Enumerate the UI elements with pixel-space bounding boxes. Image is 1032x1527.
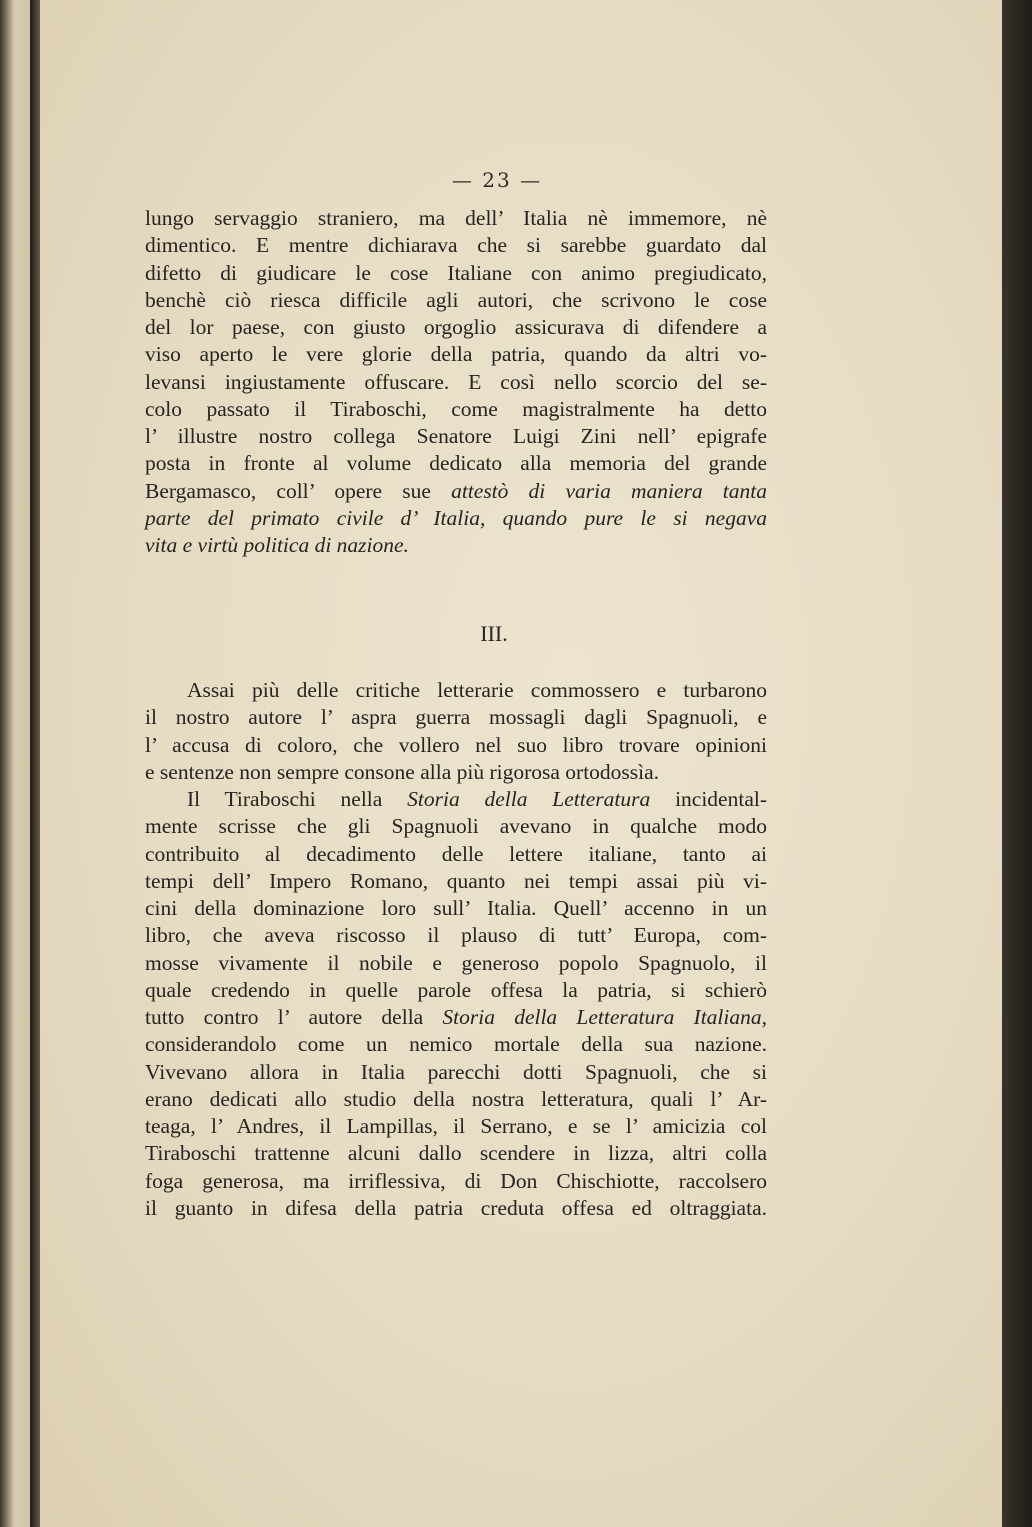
text-line: l’ accusa di coloro, che vollero nel suo libro trovare opinioni bbox=[145, 732, 767, 757]
text-line-mixed bbox=[145, 1004, 767, 1031]
section-body bbox=[145, 677, 767, 1222]
text-line: tempi dell’ Impero Romano, quanto nei tempi assai più vi- bbox=[145, 868, 767, 893]
text-line: contribuito al decadimento delle lettere italiane, tanto ai bbox=[145, 841, 767, 866]
text-line: Tiraboschi trattenne alcuni dallo scendere in lizza, altri colla bbox=[145, 1141, 767, 1166]
text-line: posta in fronte al volume dedicato alla memoria del grande bbox=[145, 451, 767, 476]
text-line: levansi ingiustamente offuscare. E così nello scorcio del se- bbox=[145, 369, 767, 394]
text-line: libro, che aveva riscosso il plauso di tutt’ Europa, com- bbox=[145, 923, 767, 948]
section-heading: III. bbox=[480, 621, 508, 646]
text-line: il nostro autore l’ aspra guerra mossagli dagli Spagnuoli, e bbox=[145, 705, 767, 730]
text-line: e sentenze non sempre consone alla più rigorosa ortodossìa. bbox=[145, 759, 660, 784]
text-italic-title: Storia della Letteratura bbox=[407, 787, 651, 811]
text-roman: tutto contro l’ autore della bbox=[145, 1005, 443, 1029]
book-page bbox=[40, 0, 1002, 1527]
text-roman: incidental- bbox=[650, 787, 768, 811]
text-line: foga generosa, ma irriflessiva, di Don Chischiotte, raccolsero bbox=[145, 1168, 767, 1193]
text-line: l’ illustre nostro collega Senatore Luigi Zini nell’ epigrafe bbox=[145, 424, 767, 448]
text-line-mixed bbox=[145, 786, 767, 813]
text-roman: Il Tiraboschi nella bbox=[187, 787, 408, 811]
page-number: — 23 — bbox=[451, 168, 543, 192]
text-line: difetto di giudicare le cose Italiane con animo pregiudicato, bbox=[145, 260, 767, 285]
text-line: colo passato il Tiraboschi, come magistralmente ha detto bbox=[145, 396, 767, 421]
text-line: quale credendo in quelle parole offesa la patria, si schierò bbox=[145, 977, 767, 1002]
text-line: cini della dominazione loro sull’ Italia. Quell’ accenno in un bbox=[145, 896, 767, 920]
text-italic-title: Storia della Letteratura Italiana, bbox=[442, 1005, 767, 1029]
text-italic-quote: attestò di varia maniera tanta bbox=[451, 478, 767, 503]
text-line-mixed bbox=[145, 478, 767, 505]
text-line: il guanto in difesa della patria creduta offesa ed oltraggiata. bbox=[145, 1195, 767, 1220]
paragraph-continued bbox=[145, 205, 767, 559]
text-line: lungo servaggio straniero, ma dell’ Italia nè immemore, nè bbox=[145, 206, 767, 230]
scan-right-border bbox=[1000, 0, 1032, 1527]
text-line: Assai più delle critiche letterarie commossero e turbarono bbox=[187, 678, 767, 702]
text-line: mente scrisse che gli Spagnuoli avevano in qualche modo bbox=[145, 814, 767, 839]
text-line: Vivevano allora in Italia parecchi dotti Spagnuoli, che si bbox=[145, 1059, 767, 1084]
text-line-italic-quote: vita e virtù politica di nazione. bbox=[145, 533, 409, 557]
text-line: erano dedicati allo studio della nostra letteratura, quali l’ Ar- bbox=[145, 1086, 767, 1111]
text-line: viso aperto le vere glorie della patria, quando da altri vo- bbox=[145, 342, 767, 367]
text-line: benchè ciò riesca difficile agli autori, che scrivono le cose bbox=[145, 287, 767, 312]
text-line: considerandolo come un nemico mortale della sua nazione. bbox=[145, 1032, 767, 1057]
text-line: teaga, l’ Andres, il Lampillas, il Serrano, e se l’ amicizia col bbox=[145, 1114, 767, 1138]
text-line-italic-quote: parte del primato civile d’ Italia, quando pure le si negava bbox=[145, 505, 767, 530]
text-line: mosse vivamente il nobile e generoso popolo Spagnuolo, il bbox=[145, 950, 767, 975]
text-roman: Bergamasco, coll’ opere sue bbox=[145, 478, 452, 503]
text-line: del lor paese, con giusto orgoglio assicurava di difendere a bbox=[145, 315, 767, 339]
text-line: dimentico. E mentre dichiarava che si sarebbe guardato dal bbox=[145, 233, 767, 258]
